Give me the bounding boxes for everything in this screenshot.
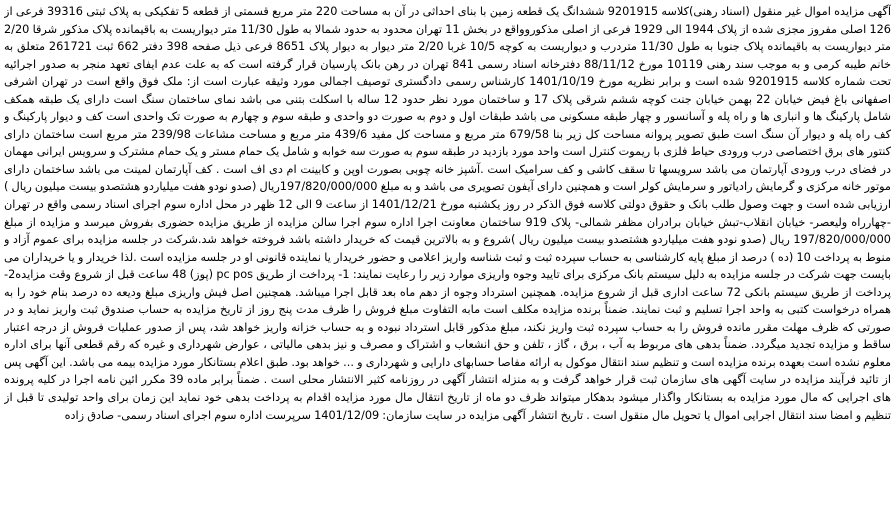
auction-notice bbox=[4, 3, 891, 528]
notice-body-text: آگهی مزایده اموال غیر منقول (اسناد رهنی)کلاسه 9201915 ششدانگ یک قطعه زمین با بنای احداثی در آن به مساحت 220 متر مربع قسمتی از قطعه 5 تفکیکی به پلاک ثبتی 39316 فرعی از 126 اصلی مفروز مجزی شده از پلاک 1944 الی 1929 فرعی از اصلی مذکوروواقع در بخش 11 تهران محدود به حدود شمالا به طول 11/30 متر دیواریست به باقیمانده پلاک مذکور شرقا 2/20 متر دیواریست به باقیمانده پلاک جنوبا به طول 11/30 متردرب و دیواریست به کوچه 10/5 غربا 2/20 متر دیوار به دیوار پلاک 8651 فرعی ذیل صفحه 398 دفتر 662 ثبت 261721 متعلق به خانم طیبه کرمی و به موجب سند رهنی 10119 مورخ 88/11/12 دفترخانه اسناد رسمی 841 تهران در رهن بانک پارسیان قرار گرفته است که به علت عدم ایفای تعهد منجر به صدور اجرائیه تحت شماره کلاسه 9201915 شده است و برابر نظریه مورخ 1401/10/19 کارشناس رسمی دادگستری توصیف اجمالی مورد وثیقه عبارت است از: ملک فوق واقع است در تهران اشرفی اصفهانی باغ فیض خیابان 22 بهمن خیابان جنت کوچه ششم شرقی پلاک 17 و ساختمان مورد نظر حدود 12 ساله با اسکلت بتنی می باشد نمای ساختمان سنگ است دارای یک طبقه همکف شامل پارکینگ ها و انباری ها و راه پله و آسانسور و چهار طبقه مسکونی می باشد طبقات اول و دوم به صورت دو واحدی و طبقه سوم و چهارم به صورت تک واحدی است کف و دیوار پارکینگ و کف راه پله و دیوار آن سنگ است طبق تصویر پروانه مساحت کل زیر بنا 679/58 متر مربع و مساحت کل مفید 439/6 متر مربع و مساحت مشاعات 239/98 متر مربع است ساختمان دارای کنتور های برق اختصاصی درب ورودی حیاط فلزی با ریموت کنترل است واحد مورد بازدید در طبقه سوم به صورت سه خوابه و شامل یک حمام مستر و یک حمام مشترک و سرویس ایرانی مهمان در فضای درب ورودی آپارتمان می باشد سرویسها تا سقف کاشی و کف سرامیک است .آشپز خانه چوبی بصورت اوپن و کابینت ام دی اف است . کف آپارتمان لمینت می باشد ساختمان دارای موتور خانه مرکزی و گرمایش رادیاتور و سرمایش کولر است و همچنین دارای آیفون تصویری می باشد و به مبلغ 197/820/000/000ریال (صدو نودو هفت میلیاردو هشتصدو بیست میلیون ریال ) ارزیابی شده است و جهت وصول طلب بانک و حقوق دولتی کلاسه فوق الذکر در روز یکشنبه مورخ 1401/12/21 از ساعت 9 الی 12 ظهر در محل اداره سوم اجرای اسناد رسمی واقع در تهران -چهارراه ولیعصر- خیابان انقلاب-تبش خیابان برادران مظفر شمالی- پلاک 919 ساختمان معاونت اجرا اداره سوم اجرا سالن مزایده از طریق مزایده حضوری بفروش میرسد و مزایده از مبلغ 197/820/000/000 ریال (صدو نودو هفت میلیاردو هشتصدو بیست میلیون ریال )شروع و به بالاترین قیمت که خریدار داشته باشد فروخته خواهد شد.شرکت در جلسه مزایده برای عموم آزاد و منوط به پرداخت 10 (ده ) درصد از مبلغ پایه کارشناسی به حساب سپرده ثبت و ثبت شناسه واریز اعلامی و حضور خریدار یا نماینده قانونی او در جلسه مزایده است .لذا خریدار و یا خریداران می بایست جهت شرکت در جلسه مزایده به دلیل سیستم بانک مرکزی برای تایید وجوه واریزی موارد زیر را رعایت نمایند: 1- پرداخت از طریق pc pos (پوز) 48 ساعت قبل از شروع وقت مزایده2- پرداخت از طریق سیستم بانکی 72 ساعت اداری قبل از شروع مزایده. همچنین استرداد وجوه از دهم ماه بعد قابل اجرا میباشد. همچنین اصل فیش واریزی مبلغ ودیعه ده درصد بنام خود را به همراه درخواست کتبی به واحد اجرا تسلیم و ثبت نمایند. ضمناً برنده مزایده مکلف است مابه التفاوت مبلغ فروش را ظرف مدت پنج روز از تاریخ مزایده به حساب صندوق ثبت واریز نماید و در صورتی که ظرف مهلت مقرر مانده فروش را به حساب سپرده ثبت واریز نکند، مبلغ مذکور قابل استرداد نبوده و به حساب خزانه واریز خواهد شد، پس از صدور عملیات فروش از درجه اعتبار ساقط و مزایده تجدید میگردد. ضمناً بدهی های مربوط به آب ، برق ، گاز ، تلفن و حق انشعاب و اشتراک و مصرف و نیز بدهی مالیاتی ، عوارض شهرداری و غیره که رقم قطعی آنها برای اداره معلوم نشده است بعهده برنده مزایده است و تنظیم سند انتقال موکول به ارائه مفاصا حسابهای دارایی و شهرداری و ... خواهد بود. طبق اعلام بستانکار مورد مزایده بیمه می باشد. این آگهی پس از تائید فرآیند مزایده در سایت آگهی های سازمان ثبت قرار خواهد گرفت و به منزله انتشار آگهی در روزنامه کثیر الانتشار محلی است . ضمناً برابر ماده 39 مکرر ائین نامه اجرا در کلیه پرونده های اجرایی که مال مورد مزایده به بستانکار واگذار میشود بدهکار میتواند ظرف دو ماه از تاریخ انتقال مال مورد مزایده اقدام به پرداخت بدهی خود نماید این زمان برای واحد تولیدی تا قبل از تنظیم و امضا سند انتقال اجرایی اموال یا تحویل مال منقول است . تاریخ انتشار آگهی مزایده در سایت سازمان: 1401/12/09 سرپرست اداره سوم اجرای اسناد رسمی- صادق زاده bbox=[4, 5, 891, 422]
